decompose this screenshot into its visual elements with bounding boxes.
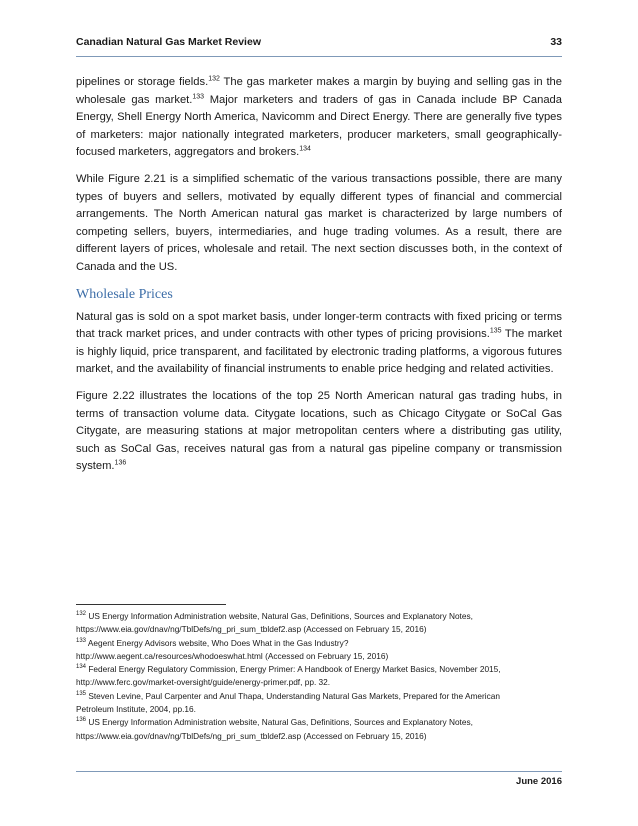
footnote-ref-135[interactable]: 135 [489, 327, 502, 335]
footnote: $^{132}$ US Energy Information Administration website, Natural Gas, Definitions, Sources and Explanatory Notes, https://www.eia.gov/dnav/ng/TblDefs/ng_pri_sum_tbldef2.asp (Accessed on February 15, 2016) [76, 611, 473, 635]
footnote: $^{136}$ US Energy Information Administration website, Natural Gas, Definitions, Sources and Explanatory Notes, https://www.eia.gov/dnav/ng/TblDefs/ng_pri_sum_tbldef2.asp (Accessed on February 15, 2016) [76, 717, 473, 741]
paragraph-market-structure: While Figure 2.21 is a simplified schematic of the various transactions possible, there are many types of buyers and sellers, motivated by equally different types of financial and commercial arrangements. The North American natural gas market is characterized by large numbers of competing sellers, buyers, intermediaries, and huge trading volumes. As a result, there are different layers of prices, wholesale and retail. The next section discusses both, in the context of Canada and the US. [76, 172, 562, 273]
paragraph-spot-market: Natural gas is sold on a spot market basis, under longer-term contracts with fixed pricing or terms that track market prices, and under contracts with other types of pricing provisions.$^{135}$ The market is highly liquid, price transparent, and facilitated by electronic trading platforms, a vigorous futures market, and the availability of financial instruments to enable price hedging and related activities. [76, 310, 562, 376]
header-divider [76, 56, 562, 57]
footnote: $^{134}$ Federal Energy Regulatory Commission, Energy Primer: A Handbook of Energy Market Basics, November 2015, http://www.ferc.gov/market-oversight/guide/energy-primer.pdf, pp. 32. [76, 664, 501, 688]
footnote-link[interactable]: http://www.ferc.gov/market-oversight/guide/energy-primer.pdf, pp. 32. [76, 677, 331, 688]
paragraph-marketers: pipelines or storage fields.$^{132}$ The gas marketer makes a margin by buying and selling gas in the wholesale gas market.$^{133}$ Major marketers and traders of gas in Canada include BP Canada Energy, Shell Energy North America, Navicomm and Direct Energy. There are generally five types of marketers: major nationally integrated marketers, producer marketers, small geographically-focused marketers, aggregators and brokers.$^{134}$ [76, 75, 562, 159]
footnote: $^{133}$ Aegent Energy Advisors website, Who Does What in the Gas Industry? http://www.aegent.ca/resources/whodoeswhat.html (Accessed on February 15, 2016) [76, 637, 389, 661]
footnote-divider [76, 604, 226, 605]
footnote-ref-133[interactable]: 133 [192, 92, 205, 100]
page-footer-date: June 2016 [516, 776, 562, 787]
footnote-ref-134[interactable]: 134 [299, 145, 311, 153]
main-content [76, 74, 562, 485]
page-header [76, 32, 562, 48]
page-number: 33 [550, 36, 562, 48]
document-title: Canadian Natural Gas Market Review [76, 36, 261, 48]
footnotes [76, 610, 568, 743]
section-heading: Wholesale Prices [76, 286, 173, 302]
footnote: $^{135}$ Steven Levine, Paul Carpenter and Anul Thapa, Understanding Natural Gas Markets, Prepared for the American Petroleum Institute, 2004, pp.16. [76, 690, 501, 715]
footnote-link[interactable]: http://www.aegent.ca/resources/whodoeswhat.html (Accessed on February 15, 2016) [76, 650, 389, 661]
footnote-link[interactable]: https://www.eia.gov/dnav/ng/TblDefs/ng_pri_sum_tbldef2.asp (Accessed on February 15, 2016) [76, 730, 427, 741]
footer-divider [76, 771, 562, 772]
footnote-ref-132[interactable]: 132 [208, 75, 220, 83]
footnote-link[interactable]: https://www.eia.gov/dnav/ng/TblDefs/ng_pri_sum_tbldef2.asp (Accessed on February 15, 2016) [76, 624, 427, 635]
paragraph-trading-hubs: Figure 2.22 illustrates the locations of the top 25 North American natural gas trading hubs, in terms of transaction volume data. Citygate locations, such as Chicago Citygate or SoCal Gas Citygate, are measuring stations at major metropolitan centers where a distributing gas utility, such as SoCal Gas, receives natural gas from a natural gas pipeline company or transmission system.$^{136}$ [76, 389, 562, 473]
footnote-ref-136[interactable]: 136 [114, 459, 127, 467]
